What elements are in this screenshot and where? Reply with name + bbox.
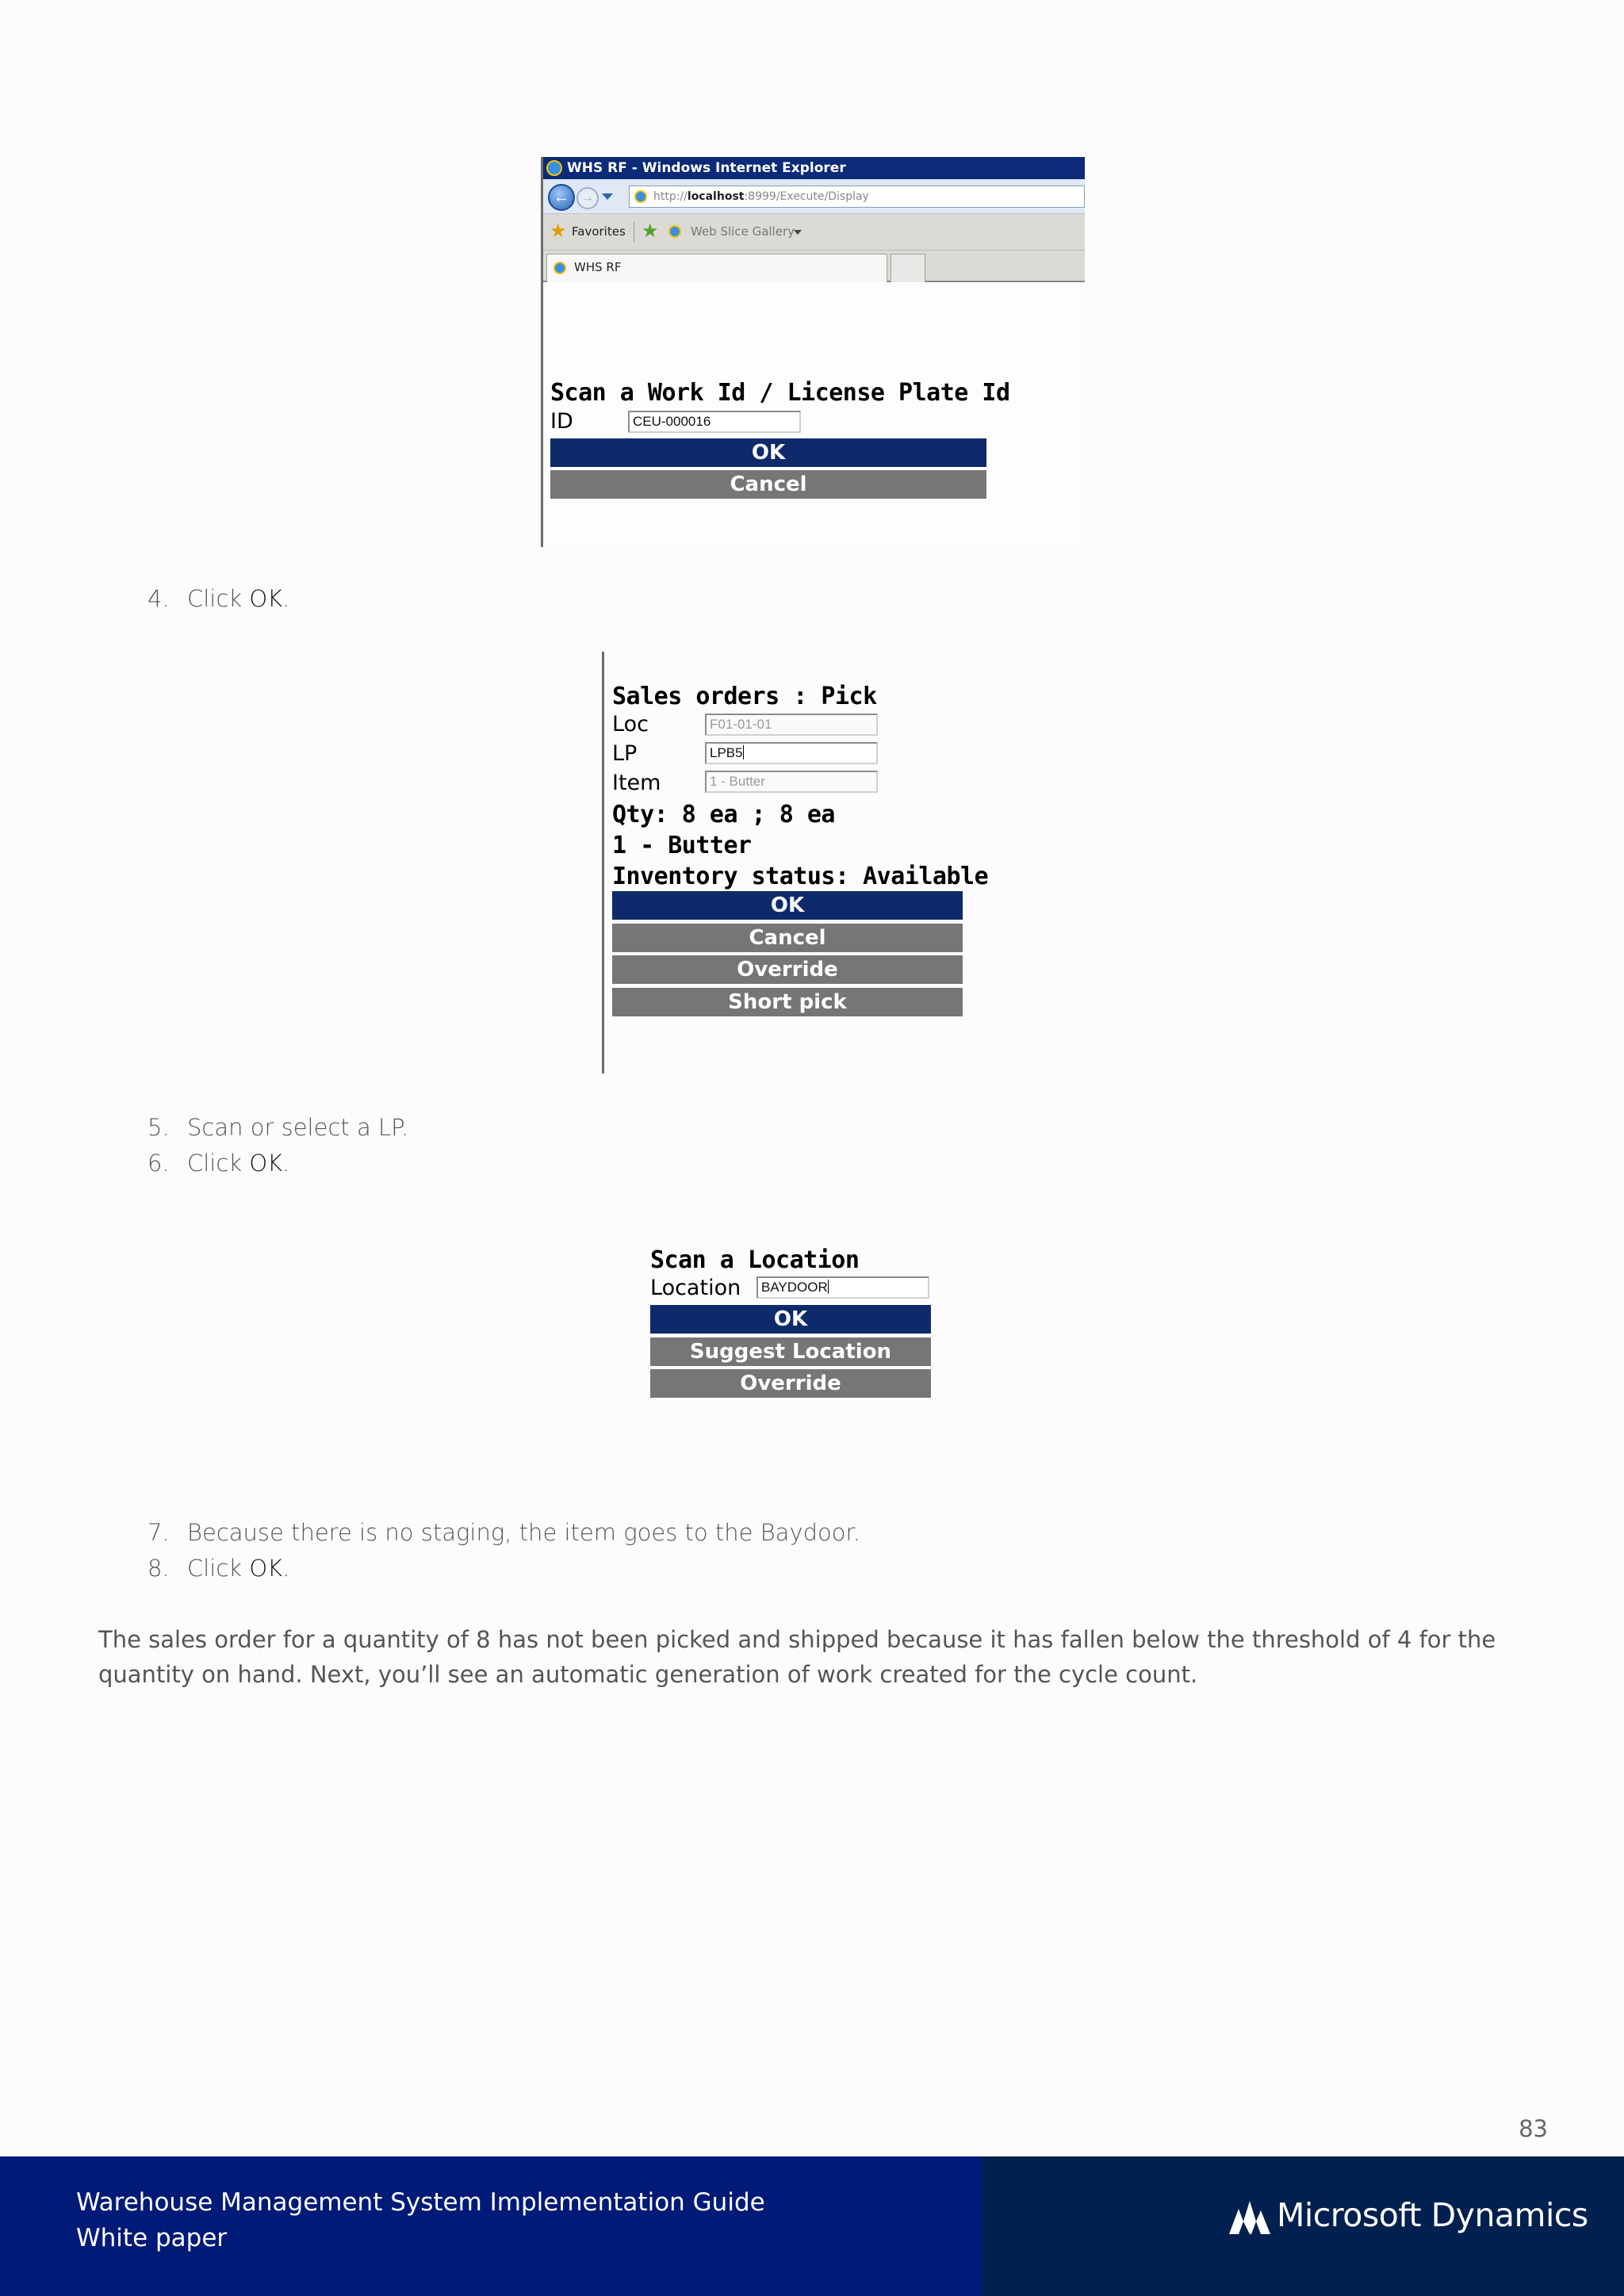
ok-button[interactable]: OK — [612, 891, 963, 920]
window-titlebar — [543, 157, 1085, 179]
window-title: WHS RF - Windows Internet Explorer — [567, 160, 846, 176]
navigation-bar — [543, 179, 1085, 214]
screen2-heading: Sales orders : Pick — [612, 683, 877, 710]
step-number: 7. — [147, 1519, 170, 1546]
step-number: 4. — [147, 585, 170, 612]
text-caret — [743, 745, 744, 760]
url-prefix: http:// — [653, 190, 688, 203]
step-text: Scan or select a LP. — [187, 1114, 409, 1141]
microsoft-dynamics-logo-icon — [1228, 2198, 1272, 2236]
loc-label: Loc — [612, 712, 649, 737]
tab-bar — [543, 251, 1085, 282]
step-emphasis: OK — [249, 585, 283, 612]
add-favorite-icon[interactable]: ★ — [642, 220, 659, 242]
footer-subtitle: White paper — [76, 2224, 228, 2252]
back-arrow-icon[interactable]: ← — [548, 184, 575, 211]
step-8 — [147, 1555, 289, 1582]
favorites-star-icon[interactable]: ★ — [550, 220, 567, 242]
lp-label: LP — [612, 741, 638, 766]
internet-explorer-icon — [553, 262, 566, 274]
step-text: Click — [187, 1555, 250, 1582]
step-emphasis: OK — [249, 1555, 283, 1582]
web-slice-icon — [668, 225, 681, 238]
id-input[interactable]: CEU-000016 — [628, 411, 801, 433]
item-label: Item — [612, 771, 661, 795]
override-button[interactable]: Override — [612, 955, 963, 984]
override-button[interactable]: Override — [650, 1369, 931, 1398]
step-emphasis: OK — [249, 1150, 283, 1177]
favorites-button[interactable]: Favorites — [572, 224, 626, 239]
footer-right — [982, 2156, 1624, 2296]
web-slice-gallery-link[interactable]: Web Slice Gallery — [691, 224, 795, 239]
screen3-heading: Scan a Location — [650, 1246, 860, 1274]
text-caret — [828, 1280, 829, 1294]
inventory-status-text: Inventory status: Available — [612, 863, 989, 890]
step-text: Click — [187, 1150, 250, 1177]
internet-explorer-icon — [546, 160, 562, 176]
tab-whs-rf[interactable] — [546, 254, 887, 282]
lp-value: LPB5 — [710, 745, 743, 760]
url-path: :8999/Execute/Display — [744, 190, 869, 203]
page-number: 83 — [1519, 2115, 1548, 2142]
page-icon — [634, 190, 647, 203]
chevron-down-icon[interactable] — [794, 230, 802, 235]
body-paragraph: The sales order for a quantity of 8 has not been picked and shipped because it has fallen below the threshold of 4 for the quantity on hand. Next, you’ll see an automatic generation of work created for the cycle count. — [98, 1626, 1496, 1688]
suggest-location-button[interactable]: Suggest Location — [650, 1337, 931, 1366]
step-text: Click — [187, 585, 250, 612]
lp-input[interactable] — [705, 742, 878, 764]
ok-button[interactable]: OK — [550, 438, 986, 467]
screen1-heading: Scan a Work Id / License Plate Id — [550, 379, 1010, 407]
cancel-button[interactable]: Cancel — [550, 470, 986, 499]
new-tab-button[interactable] — [891, 254, 925, 282]
step-end: . — [282, 1555, 290, 1582]
cancel-button[interactable]: Cancel — [612, 924, 963, 952]
qty-text: Qty: 8 ea ; 8 ea — [612, 801, 835, 828]
item-input: 1 - Butter — [705, 771, 878, 793]
loc-input: F01-01-01 — [705, 714, 878, 736]
step-4 — [147, 585, 289, 612]
step-number: 8. — [147, 1555, 170, 1582]
brand-name: Microsoft Dynamics — [1277, 2196, 1588, 2234]
address-bar[interactable] — [629, 186, 1085, 208]
footer-left — [0, 2156, 982, 2296]
favorites-bar — [543, 214, 1085, 251]
id-label: ID — [550, 409, 573, 434]
screenshot-border — [602, 652, 604, 1073]
history-dropdown-icon[interactable] — [602, 193, 613, 200]
tab-label: WHS RF — [574, 260, 622, 274]
location-value: BAYDOOR — [761, 1280, 828, 1295]
forward-arrow-icon[interactable]: → — [576, 187, 599, 209]
footer-title: Warehouse Management System Implementation Guide — [76, 2188, 765, 2217]
step-text: Because there is no staging, the item goes to the Baydoor. — [187, 1519, 860, 1546]
item-text: 1 - Butter — [612, 832, 752, 859]
ok-button[interactable]: OK — [650, 1305, 931, 1334]
step-end: . — [282, 585, 290, 612]
step-number: 6. — [147, 1150, 170, 1177]
step-5 — [147, 1114, 408, 1141]
url-host: localhost — [687, 190, 745, 203]
step-end: . — [282, 1150, 290, 1177]
step-6 — [147, 1150, 289, 1177]
step-number: 5. — [147, 1114, 170, 1141]
location-input[interactable] — [756, 1276, 929, 1299]
step-7 — [147, 1519, 860, 1546]
short-pick-button[interactable]: Short pick — [612, 988, 963, 1016]
location-label: Location — [650, 1276, 741, 1300]
